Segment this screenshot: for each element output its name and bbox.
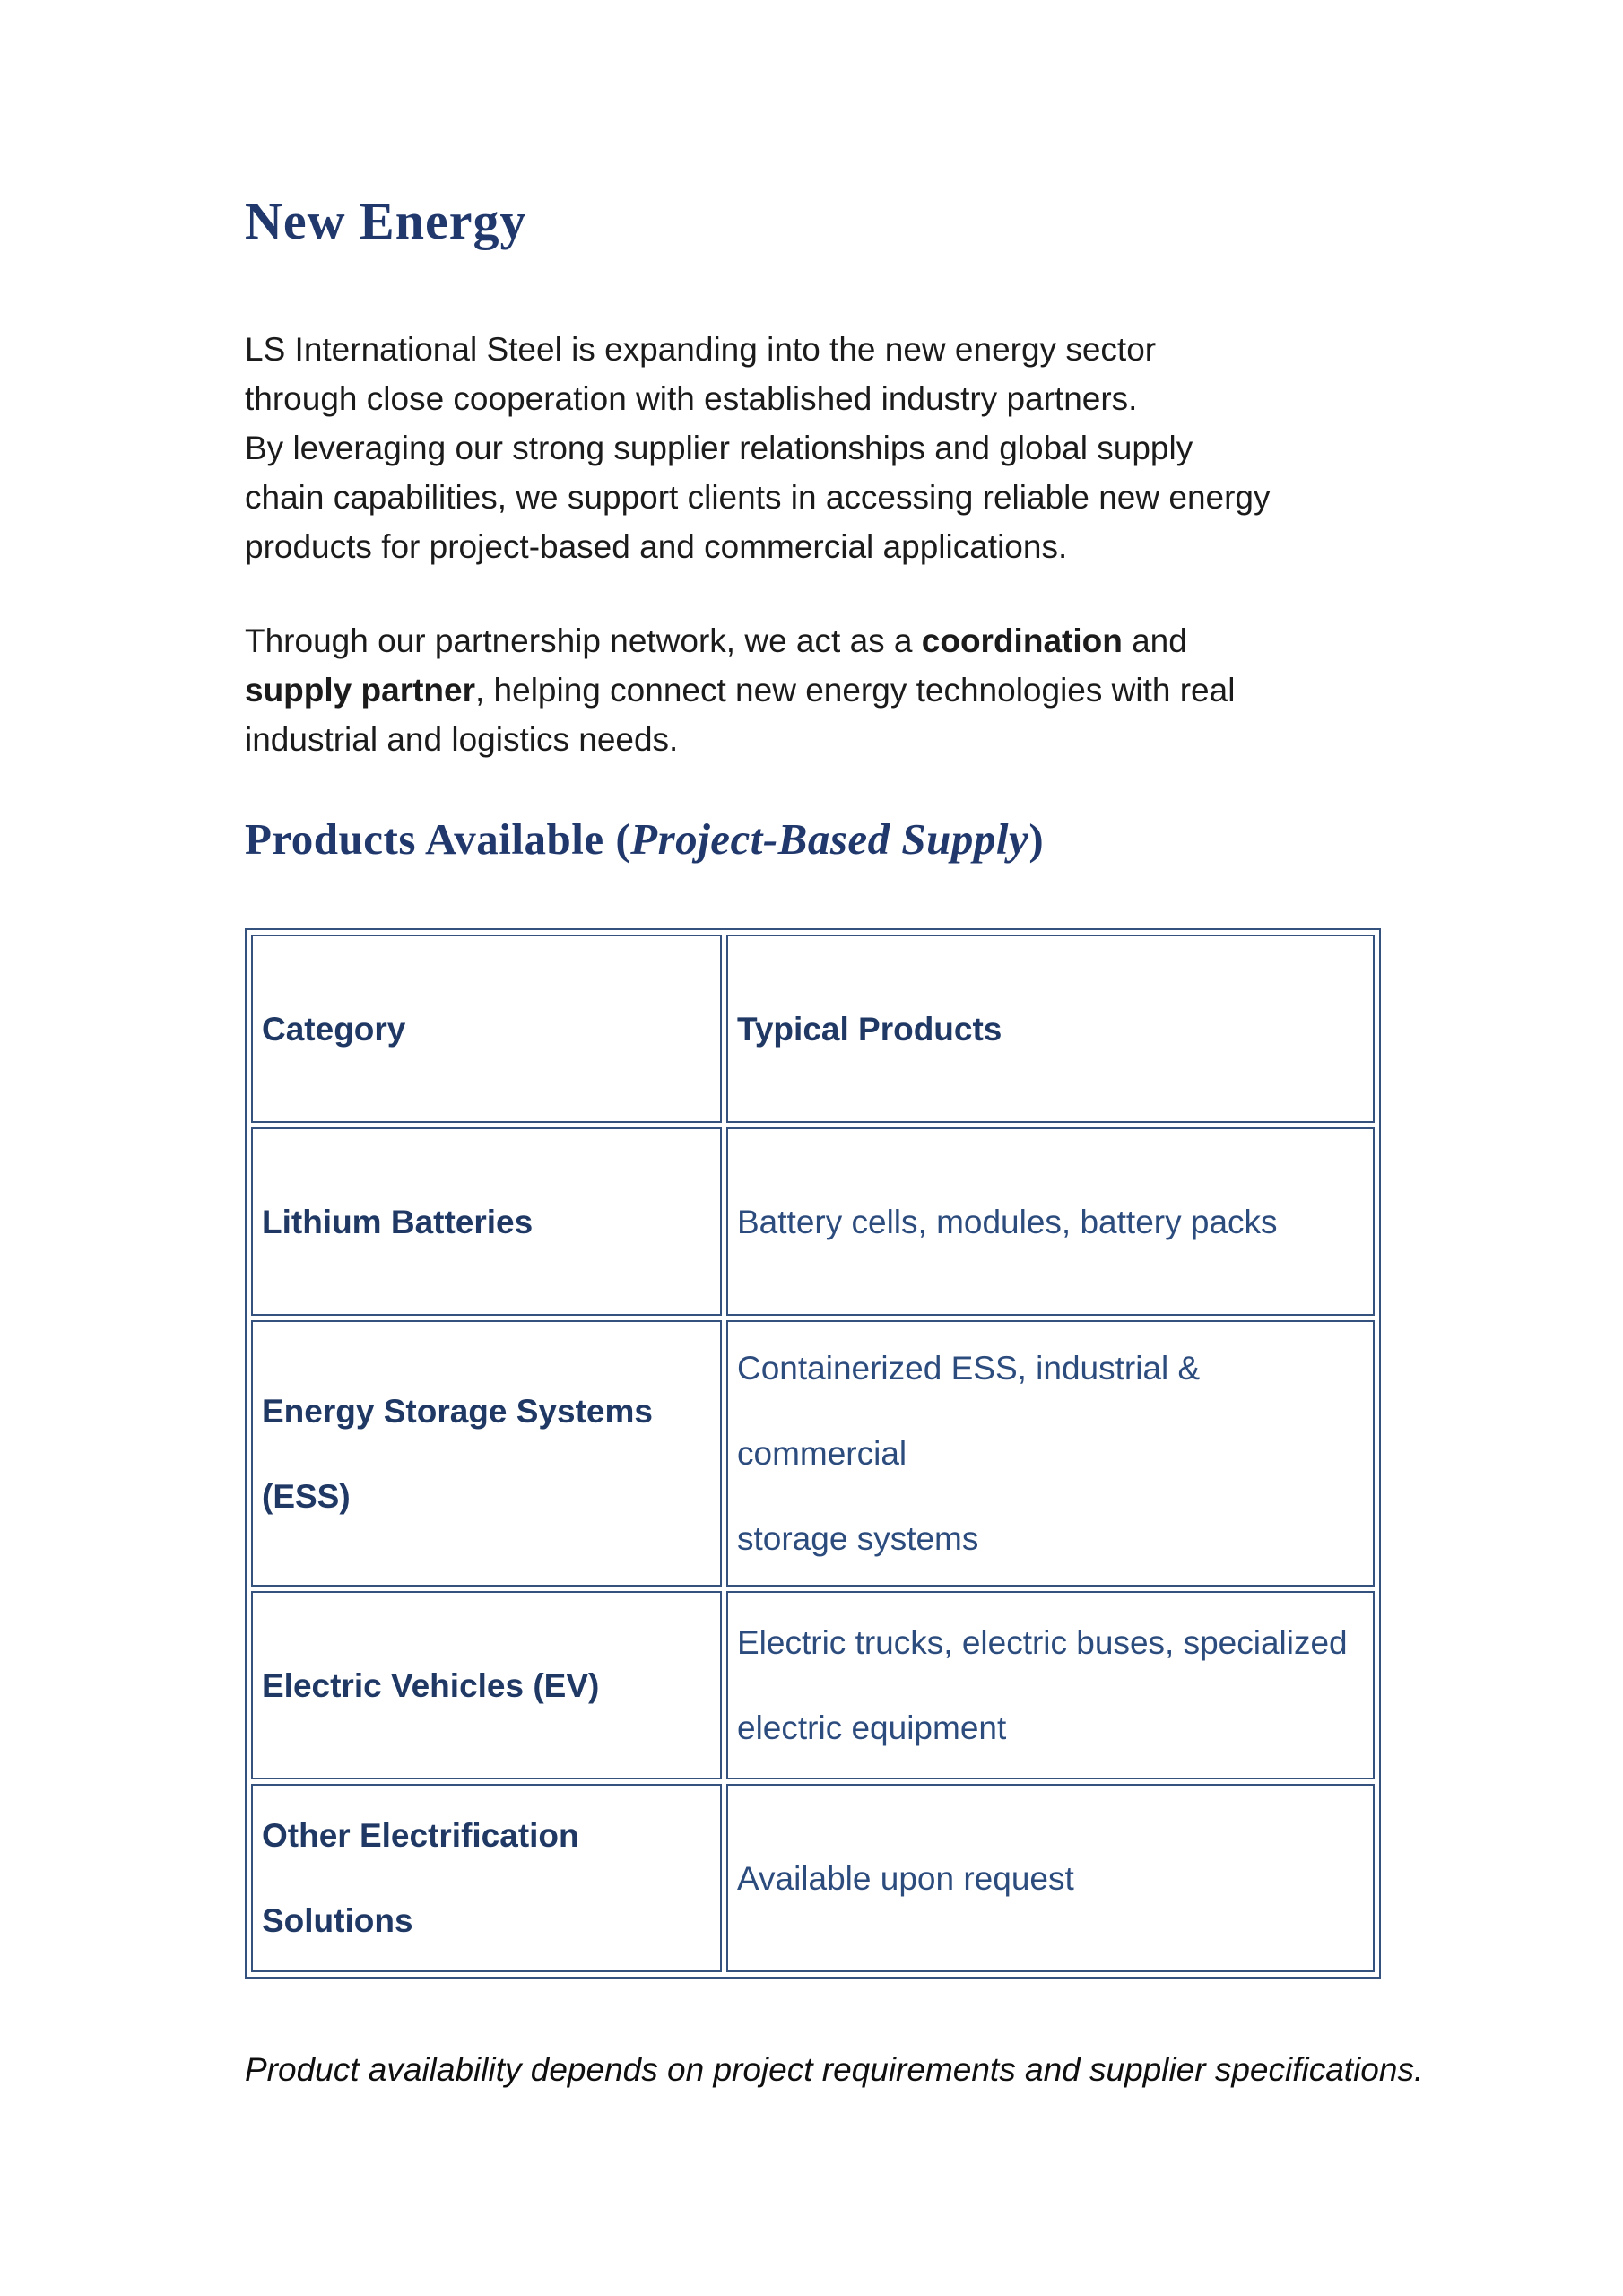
text-segment: Products Available (	[245, 813, 631, 864]
intro-paragraph-2	[245, 616, 1385, 764]
cell-line: Containerized ESS, industrial & commercial	[737, 1350, 1201, 1473]
category-cell: Lithium Batteries	[251, 1127, 722, 1316]
paragraph-line	[245, 665, 1385, 715]
column-header-typical-products: Typical Products	[726, 935, 1375, 1123]
availability-footnote: Product availability depends on project requirements and supplier specifications.	[245, 2051, 1424, 2089]
cell-line: storage systems	[737, 1520, 979, 1558]
section-title-products-available	[245, 813, 1385, 866]
text-segment: , helping connect new energy technologies with real	[475, 671, 1236, 709]
paragraph-line: LS International Steel is expanding into the new energy sector	[245, 330, 1157, 368]
category-cell: Electric Vehicles (EV)	[251, 1591, 722, 1779]
paragraph-line: industrial and logistics needs.	[245, 720, 679, 758]
paragraph-line: By leveraging our strong supplier relationships and global supply	[245, 429, 1193, 466]
products-cell	[726, 1784, 1375, 1972]
text-segment: Through our partnership network, we act as a	[245, 622, 922, 659]
column-header-category: Category	[251, 935, 722, 1123]
paragraph-line: products for project-based and commercial applications.	[245, 527, 1068, 565]
cell-line: Electric trucks, electric buses, specialized	[737, 1624, 1348, 1662]
table-row	[251, 1591, 1375, 1779]
cell-line: electric equipment	[737, 1709, 1007, 1747]
bold-text-segment: supply partner	[245, 671, 475, 709]
products-cell	[726, 1320, 1375, 1587]
table-header-row	[251, 935, 1375, 1123]
products-table	[245, 928, 1381, 1979]
bold-text-segment: coordination	[921, 622, 1123, 659]
paragraph-line: through close cooperation with established industry partners.	[245, 379, 1138, 417]
table-row	[251, 1784, 1375, 1972]
page-title: New Energy	[245, 192, 527, 250]
intro-paragraph-1	[245, 325, 1385, 571]
italic-text-segment: Project-Based Supply	[630, 813, 1029, 864]
table-row	[251, 1127, 1375, 1316]
cell-line: Available upon request	[737, 1859, 1074, 1897]
category-cell: Energy Storage Systems (ESS)	[251, 1320, 722, 1587]
text-segment: and	[1122, 622, 1187, 659]
paragraph-line: chain capabilities, we support clients in accessing reliable new energy	[245, 478, 1271, 516]
table-row	[251, 1320, 1375, 1587]
category-cell: Other Electrification Solutions	[251, 1784, 722, 1972]
cell-line: Battery cells, modules, battery packs	[737, 1203, 1278, 1240]
products-cell	[726, 1127, 1375, 1316]
products-cell	[726, 1591, 1375, 1779]
paragraph-line	[245, 616, 1385, 665]
text-segment: )	[1028, 813, 1045, 864]
